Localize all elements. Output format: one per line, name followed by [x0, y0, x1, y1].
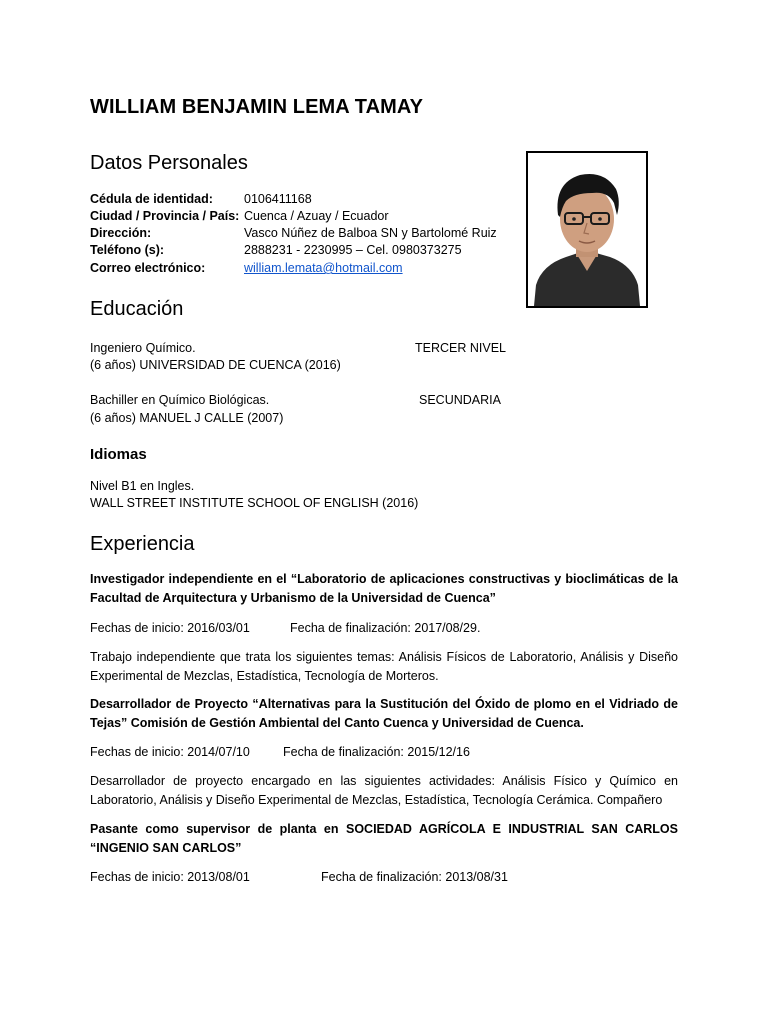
candidate-name: WILLIAM BENJAMIN LEMA TAMAY [90, 96, 424, 118]
education-level: SECUNDARIA [419, 393, 501, 407]
experience-section-title: Experiencia [90, 533, 195, 555]
address-value: Vasco Núñez de Balboa SN y Bartolomé Ruiz [244, 226, 497, 240]
education-level: TERCER NIVEL [415, 341, 506, 355]
experience-start: Fechas de inicio: 2013/08/01 [90, 870, 250, 884]
city-value: Cuenca / Azuay / Ecuador [244, 209, 389, 223]
education-degree: Bachiller en Químico Biológicas. [90, 393, 270, 407]
experience-start: Fechas de inicio: 2014/07/10 [90, 745, 250, 759]
education-degree: Ingeniero Químico. [90, 341, 196, 355]
experience-role: Desarrollador de Proyecto “Alternativas para la Sustitución del Óxido de plomo en el Vidriado de Tejas” Comisión de Gestión Ambiental del Canto Cuenca y Universidad de Cuenca. [90, 697, 678, 730]
phone-label: Teléfono (s): [90, 243, 165, 257]
experience-end: Fecha de finalización: 2015/12/16 [283, 745, 470, 759]
id-label: Cédula de identidad: [90, 192, 213, 206]
profile-photo [526, 151, 648, 308]
languages-section-title: Idiomas [90, 446, 147, 463]
experience-end: Fecha de finalización: 2017/08/29. [290, 621, 481, 635]
language-school: WALL STREET INSTITUTE SCHOOL OF ENGLISH (2016) [90, 496, 419, 510]
email-label: Correo electrónico: [90, 261, 206, 275]
city-label: Ciudad / Provincia / País: [90, 209, 240, 223]
education-section-title: Educación [90, 298, 184, 320]
experience-role: Investigador independiente en el “Laboratorio de aplicaciones constructivas y bioclimáticas de la Facultad de Arquitectura y Urbanismo de la Universidad de Cuenca” [90, 572, 678, 605]
address-label: Dirección: [90, 226, 152, 240]
experience-role: Pasante como supervisor de planta en SOCIEDAD AGRÍCOLA E INDUSTRIAL SAN CARLOS “INGENIO SAN CARLOS” [90, 822, 678, 855]
language-level: Nivel B1 en Ingles. [90, 479, 195, 493]
experience-start: Fechas de inicio: 2016/03/01 [90, 621, 250, 635]
id-value: 0106411168 [244, 192, 312, 206]
experience-end: Fecha de finalización: 2013/08/31 [321, 870, 508, 884]
personal-section-title: Datos Personales [90, 152, 248, 174]
education-detail: (6 años) UNIVERSIDAD DE CUENCA (2016) [90, 358, 341, 372]
phone-value: 2888231 - 2230995 – Cel. 0980373275 [244, 243, 462, 257]
experience-description: Desarrollador de proyecto encargado en las siguientes actividades: Análisis Físico y Químico en Laboratorio, Análisis y Diseño Experimental de Mezclas, Estadística, Tecnología Cerámica. Compañero [90, 774, 678, 807]
email-link[interactable]: william.lemata@hotmail.com [244, 261, 403, 275]
education-detail: (6 años) MANUEL J CALLE (2007) [90, 411, 284, 425]
experience-description: Trabajo independiente que trata los siguientes temas: Análisis Físicos de Laboratorio, Análisis y Diseño Experimental de Mezclas, Estadística, Tecnología de Morteros. [90, 650, 678, 683]
